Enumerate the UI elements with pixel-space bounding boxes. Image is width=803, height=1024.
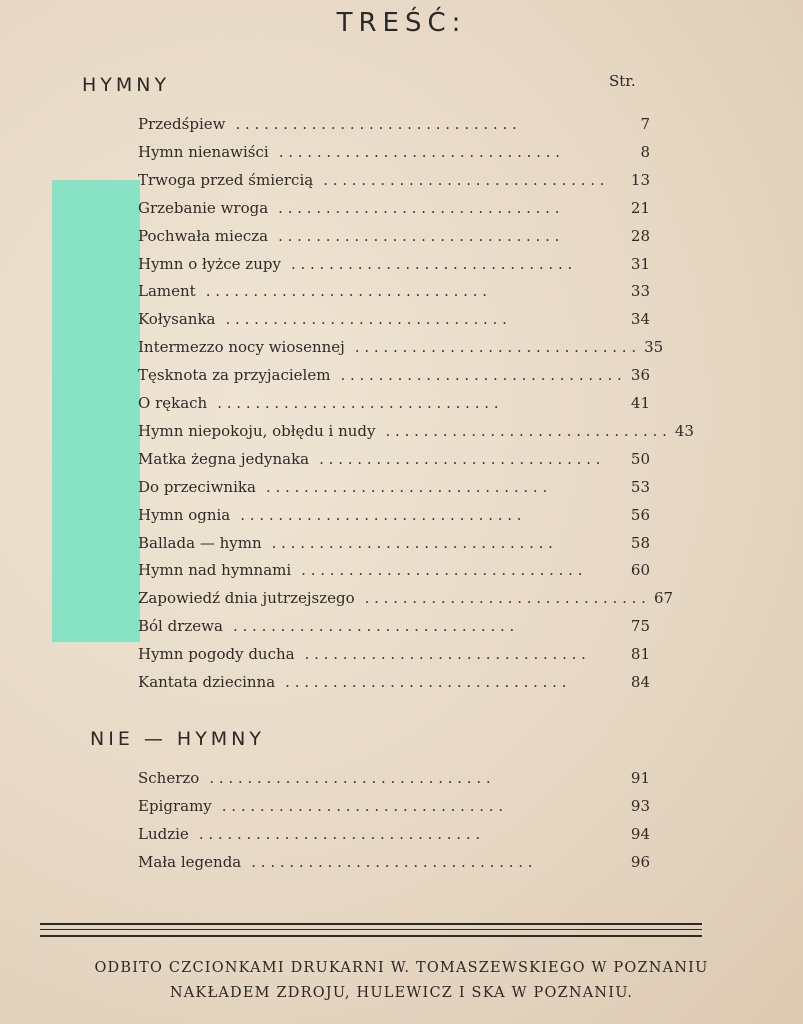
dot-leader: . . . . . . . . . . . . . . . . . . . . . . . . . . . . . . [304,645,586,664]
toc-entry [138,531,650,555]
toc-entry [138,391,650,415]
toc-entry-title: Ból drzewa [138,617,223,636]
toc-entry-page-number: 56 [630,505,650,524]
dot-leader: . . . . . . . . . . . . . . . . . . . . . . . . . . . . . . [278,198,560,217]
toc-entry-title: Scherzo [138,769,200,787]
dot-leader: . . . . . . . . . . . . . . . . . . . . . . . . . . . . . . [198,824,481,843]
toc-entry-page-number: 28 [630,226,650,245]
toc-entry [138,822,650,846]
toc-entry-page-number: 53 [630,477,650,496]
toc-entry [138,475,650,499]
toc-entry-page-number: 94 [630,824,650,843]
dot-leader: . . . . . . . . . . . . . . . . . . . . . . . . . . . . . . [251,852,533,871]
imprint-line-2: NAKŁADEM ZDROJU, HULEWICZ I SKA W POZNANIU. [169,985,634,1001]
toc-entry [138,140,650,164]
toc-entry [138,112,650,136]
dot-leader: . . . . . . . . . . . . . . . . . . . . . . . . . . . . . . [301,561,583,580]
toc-entry-title: Pochwała miecza [138,226,269,245]
toc-entry [138,224,650,248]
toc-entry [138,168,650,192]
toc-entry-title: Trwoga przed śmiercią [138,170,314,189]
page-title: TREŚĆ: [336,8,467,38]
toc-entry-page-number: 41 [630,394,650,412]
toc-entry-title: Kołysanka [138,310,216,329]
toc-entry [138,586,674,610]
toc-entry-page-number: 8 [640,142,650,161]
toc-entry-title: Grzebanie wroga [138,198,269,217]
toc-entry-title: Ludzie [138,824,189,843]
toc-entry-page-number: 75 [630,617,650,636]
toc-entry [138,670,650,694]
dot-leader: . . . . . . . . . . . . . . . . . . . . . . . . . . . . . . [340,366,622,385]
toc-entry-title: Zapowiedź dnia jutrzejszego [138,589,355,608]
toc-entry-title: Mała legenda [138,852,242,871]
dot-leader: . . . . . . . . . . . . . . . . . . . . . . . . . . . . . . [240,505,522,524]
dot-leader: . . . . . . . . . . . . . . . . . . . . . . . . . . . . . . [278,226,560,245]
toc-entry-title: Hymn nad hymnami [138,561,292,580]
toc-entry-title: Hymn niepokoju, obłędu i nudy [138,421,376,440]
dot-leader: . . . . . . . . . . . . . . . . . . . . . . . . . . . . . . [385,421,667,440]
toc-entry-title: O rękach [138,394,208,412]
toc-entry [138,614,650,638]
toc-entry-title: Hymn o łyżce zupy [138,254,281,273]
section-heading-hymny: HYMNY [82,74,171,96]
dot-leader: . . . . . . . . . . . . . . . . . . . . . . . . . . . . . . [278,142,561,161]
page-column-label: Str. [609,72,636,90]
divider-rule-bottom [40,935,702,937]
toc-entry-title: Hymn pogody ducha [138,645,295,664]
dot-leader: . . . . . . . . . . . . . . . . . . . . . . . . . . . . . . [319,449,601,468]
toc-entry-page-number: 33 [630,282,650,301]
toc-entry-page-number: 36 [630,366,650,385]
highlight-overlay [52,180,140,642]
toc-entry-page-number: 58 [630,533,650,552]
toc-entry [138,447,650,471]
dot-leader: . . . . . . . . . . . . . . . . . . . . . . . . . . . . . . [221,796,504,815]
toc-entry [138,766,650,790]
toc-entry [138,850,650,874]
toc-entry-title: Tęsknota za przyjacielem [138,366,331,385]
dot-leader: . . . . . . . . . . . . . . . . . . . . . . . . . . . . . . [235,115,517,133]
toc-entry [138,558,650,582]
toc-entry [138,252,650,276]
toc-entry [138,363,650,387]
toc-entry-page-number: 81 [630,645,650,664]
toc-entry-page-number: 35 [644,338,664,357]
divider-rule-middle [40,929,702,930]
toc-entry-page-number: 31 [630,254,650,273]
toc-entry-page-number: 93 [630,796,650,815]
toc-entry-title: Do przeciwnika [138,477,256,496]
toc-entry-title: Matka żegna jedynaka [138,449,310,468]
toc-entry [138,196,650,220]
toc-entry-title: Kantata dziecinna [138,673,276,691]
dot-leader: . . . . . . . . . . . . . . . . . . . . . . . . . . . . . . [323,170,605,189]
dot-leader: . . . . . . . . . . . . . . . . . . . . . . . . . . . . . . [285,673,567,691]
toc-entry-page-number: 13 [630,170,650,189]
toc-entry-title: Ballada — hymn [138,533,262,552]
section-heading-nie-hymny: NIE — HYMNY [90,728,266,750]
toc-entry-title: Intermezzo nocy wiosennej [138,338,345,357]
dot-leader: . . . . . . . . . . . . . . . . . . . . . . . . . . . . . . [205,282,488,301]
toc-entry [138,279,650,303]
dot-leader: . . . . . . . . . . . . . . . . . . . . . . . . . . . . . . [271,533,553,552]
toc-entry [138,794,650,818]
toc-entry-page-number: 50 [630,449,650,468]
toc-entry-page-number: 67 [653,589,674,608]
toc-entry-page-number: 96 [630,852,650,871]
toc-entry-page-number: 7 [640,115,650,133]
toc-entry-page-number: 91 [630,769,650,787]
toc-entry-title: Hymn nienawiści [138,142,269,161]
dot-leader: . . . . . . . . . . . . . . . . . . . . . . . . . . . . . . [290,254,573,273]
dot-leader: . . . . . . . . . . . . . . . . . . . . . . . . . . . . . . [354,338,637,357]
toc-entry [138,503,650,527]
toc-entry-page-number: 60 [630,561,650,580]
imprint-line-1: ODBITO CZCIONKAMI DRUKARNI W. TOMASZEWSKIEGO W POZNANIU [94,960,709,976]
toc-entry-title: Hymn ognia [138,505,231,524]
toc-entry [138,335,664,359]
toc-entry-page-number: 43 [674,421,694,440]
toc-entry-title: Epigramy [138,796,212,815]
divider-rule-top [40,923,702,925]
dot-leader: . . . . . . . . . . . . . . . . . . . . . . . . . . . . . . [217,394,499,412]
toc-entry-title: Przedśpiew [138,115,226,133]
dot-leader: . . . . . . . . . . . . . . . . . . . . . . . . . . . . . . [364,589,646,608]
toc-entry-page-number: 34 [630,310,650,329]
toc-entry [138,307,650,331]
toc-entry [138,419,694,443]
toc-entry-page-number: 84 [630,673,650,691]
toc-entry-page-number: 21 [630,198,650,217]
dot-leader: . . . . . . . . . . . . . . . . . . . . . . . . . . . . . . [265,477,548,496]
dot-leader: . . . . . . . . . . . . . . . . . . . . . . . . . . . . . . [209,769,491,787]
dot-leader: . . . . . . . . . . . . . . . . . . . . . . . . . . . . . . [225,310,507,329]
dot-leader: . . . . . . . . . . . . . . . . . . . . . . . . . . . . . . [232,617,515,636]
toc-entry [138,642,650,666]
toc-entry-title: Lament [138,282,196,301]
